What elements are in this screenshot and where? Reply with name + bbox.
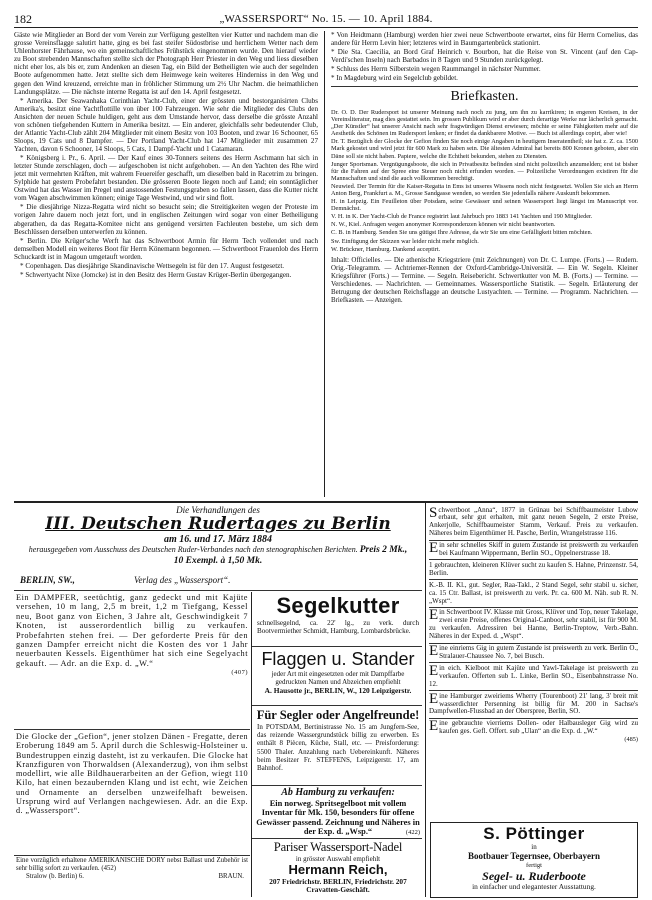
classified-ad (429, 560, 638, 580)
news-paragraph: * Copenhagen. Das diesjährige Skandinavische Wettsegeln ist für den 17. August festgesetzt. (20, 261, 285, 270)
ad-segelkutter-title: Segelkutter (276, 593, 400, 618)
header-rule (14, 27, 638, 28)
briefkasten-entry: V. H. in K. Der Yacht-Club de France registrirt laut Jahrbuch pro 1883 141 Yachten und 190 Mitglieder. (331, 213, 593, 221)
news-column-left (14, 31, 318, 497)
ad-hamburg-number: (422) (405, 829, 420, 836)
drop-cap: E (429, 607, 439, 624)
drop-cap: E (429, 691, 439, 707)
classified-ad-text: ine gebrauchte vierriems Dollen- oder Halbausleger Gig wird zu kaufen ges. Gefl. Offert. sub „Ulan“ an die Exp. d. „W.“ (439, 719, 638, 736)
ad-separator (14, 855, 250, 856)
ad-separator (14, 590, 422, 591)
news-paragraph: * Amerika. Der Seawanhaka Corinthian Yacht-Club, einer der grössten und bestorganisirten Clubs Amerika's, besitzt eine Yachtflottille von über 100 Fahrzeugen. Wie sehr die Mitglieder des Clubs den Ansichten der neuen Schule huldigen, geht aus dem Umstande hervor, dass derselbe die grösste Anzahl von schönen tiefgehenden Kuttern in Amerika besitzt. — Ein anderer, gleichfalls sehr bedeutender Club, der Atlantic Yacht-Club zählt 204 Mitglieder mit einem Besitz von 103 Booten, und zwar 16 Schooner, 65 Sloops, 19 Cats und 8 Dampfer. — Der Portland Yacht-Club hat 147 Mitglieder mit zusammen 27 Yachten, davon 6 Schooner, 14 Sloops, 5 Cats, 1 Dampf-Yacht und 1 Catamaran. (14, 96, 318, 154)
ad-nadel-footer: Cravatten-Geschäft. (306, 885, 370, 894)
ad-dory (16, 857, 248, 897)
drop-cap: E (429, 643, 439, 660)
table-of-contents: Inhalt: Officielles. — Die athenische Kriegstriere (mit Zeichnungen) von Dr. C. Lumpe. (Forts.) — Rudern. Orig.-Telegramm. — Achtriemer-Rennen der Oxford-Cambridge-Universität. — Ein W. Segeln. Kleiner Kriegsführer (Forts.) — Termine. — Segeln. Reisebericht. Schwertkutter von M. B. (Forts.) — Termine. — Verschiedenes. — Nachrichten. — Gemeinnames. Wassersportliche Statistik. — Segeln. Erläuterung der Betrugung der deutschen Reichsflagge an deutsche Lustyachten. — Termine. — Programm. Nachrichten. — Briefkasten. — Anzeigen. (331, 256, 638, 304)
ad-rudertag-title: III. Deutschen Rudertages zu Berlin (45, 514, 391, 534)
ad-segelkutter (254, 593, 422, 645)
ad-rudertag-date: am 16. und 17. März 1884 (163, 534, 273, 545)
ad-dory-name: BRAUN. (218, 872, 244, 880)
classified-ad-text: 1 gebrauchten, kleineren Klüver sucht zu kaufen S. Hahne, Prinzenstr. 54, Berlin. (429, 560, 638, 577)
news-paragraph: * Berlin. Die Krüger'sche Werft hat das Schwertboot Armin für Herrn Tech vollendet und nach demselben Modell ein weiteres Boot für Herrn Könemann begonnen. — Schwertboot Frauenlob des Herrn Schuckardt ist in Magoun umgetauft worden. (14, 236, 318, 261)
ad-poettinger-title: S. Pöttinger (483, 824, 585, 843)
ad-dory-body: Eine vorzüglich erhaltene AMERIKANISCHE DORY nebst Ballast und Zubehör ist sehr billig sofort zu verkaufen. (16, 857, 248, 872)
ad-glocke-gefion (16, 732, 248, 853)
ad-poettinger-fertigt: fertigt (526, 862, 542, 869)
ad-rudertag-verlag: Verlag des „Wassersport“. (134, 575, 231, 585)
ad-poettinger-in: in (531, 843, 537, 851)
ads-classified-right (429, 505, 638, 823)
classified-ad-text: ine einriems Gig in gutem Zustande ist preiswerth zu verk. Berlin O., Stralauer-Chaussee No. 7, bei Busch. (439, 644, 638, 660)
briefkasten-entry: W. Brückner, Hamburg. Dankend acceptirt. (331, 245, 441, 253)
news-paragraph: Gäste wie Mitglieder an Bord der vom Verein zur Verfügung gestellten vier Kutter und nachdem man die grosse Vereinsflagge salutirt hatte, ging es bei fast steifer Südostbrise und herrlichem Wetter nach dem Uhlenhorster Fährhause, wo ein gemeinschaftliches Frühstück eingenommen wurde. Den hierauf wieder zu Boot strebenden Mannschaften stellte sich der Photograph Herr Priester in den Weg und liess dieselben nicht eher los, als bis er, zum Andenken an diesen Tag, ein Bild der Betheiligten wie auch der segelnden Boote aufgenommen hatte. Jetzt stellte sich dem Heimwege kein weiteres Hinderniss in den Weg und gegen den Wind kreuzend, erreichte man in fröhlicher Stimmung um 2½ Uhr Nachm. die heimathlichen Landungsplätze. — Die nächste interne Regatta ist auf den 14. April festgesetzt. (14, 31, 318, 96)
ad-glocke-text: Die Glocke der „Gefion“, jener stolzen Dänen - Fregatte, deren Eroberung 1849 am 5. April durch die Schleswig-Holsteiner u. Bundestruppen einzig dasteht, ist zu verkaufen. Die Glocke hat Kranzfiguren von Thorwaldsen (Alexanderzug), von ihm selbst modellirt, wie alle Bildhauerarbeiten an der Gefion, wiegt 110 Kilo, hat einen bezaubernden Klang und ist echt, wie Zeichen und Ornamente an derselben unzweifelhaft beweisen. Ursprung wird auf Verlangen nachgewiesen. Adr. an die Exp. d. „Wassersport“. (16, 732, 248, 816)
classified-ad (429, 663, 638, 691)
ad-rudertag-sub-text: herausgegeben vom Ausschuss des Deutschen Ruder-Verbandes nach den stenographischen Berichten. (28, 545, 358, 554)
briefkasten-entry: Junger Sportsman. Vergnügungsboote, die sich in Privatbesitz befinden sind nicht polizeilich anzumelden; erst ist bisher für die Fahren auf der Spree eine Steuer noch nicht erfunden worden. — Polizeiliche Verordnungen existiren für die Mannschaften und sind die auch vollkommen berechtigt. (331, 160, 638, 182)
page-header (14, 12, 638, 28)
ad-hamburg-text: Ein norweg. Spritsegelboot mit vollem Inventar für Mk. 150, besonders für offene Gewässer passend. Zeichnung und Näheres in der Exp. d. „Wsp.“ (256, 799, 420, 837)
note-paragraph: * Schluss des Herrn Silberstein wegen Raummangel in nächster Nummer. (331, 64, 541, 73)
ad-rudertag (14, 505, 422, 575)
classified-ad-text: in Schwertboot IV. Klasse mit Gross, Klüver und Top, neuer Takelage, zwei erste Preise, offenes Original-Canboot, sehr stabil, ist für 900 M. zu verkaufen. Adressiren bei Hanne, Berlin-Treptow, Verb.-Bahn. Näheres in der Exped. d. „Wspt“. (429, 608, 638, 641)
briefkasten-list (331, 109, 638, 253)
classified-ad (429, 608, 638, 644)
ad-dory-footer (16, 873, 248, 882)
ad-flaggen-firm: A. Hausotte jr., BERLIN, W., 120 Leipzigerstr. (264, 686, 412, 695)
ad-nadel (254, 840, 422, 897)
news-column-right (331, 31, 638, 497)
note-paragraph: * Von Heidtmann (Hamburg) werden hier zwei neue Schwertboote erwartet, eins für Herrn Cornelius, das andere für Herrn Levin hier; letzteres wird in Baumgartenbrück stationirt. (331, 31, 638, 48)
classified-ad (429, 580, 638, 608)
ad-angler-title: Für Segler oder Angelfreunde! (256, 708, 420, 722)
ad-flaggen-title: Flaggen u. Stander (261, 649, 415, 669)
ad-rudertag-price: Preis 2 Mk., 10 Exempl. à 1,50 Mk. (173, 545, 408, 566)
running-title: „WASSERSPORT“ No. 15. — 10. April 1884. (219, 13, 433, 25)
ad-hamburg-title: Ab Hamburg zu verkaufen: (281, 787, 395, 798)
classified-ad (429, 719, 638, 746)
ad-separator (252, 785, 422, 786)
ads-divider (14, 501, 638, 503)
ad-angler-text: In POTSDAM, Bertinistrasse No. 15 am Jungfern-See, das reizende Wassergrundstück billig zu erwerben. Es enthält 8 Piècen, Küche, Stall, etc. — Preisforderung: 5500 Thaler. Anzahlung nach Uebereinkunft. Näheres beim Besitzer Fr. STEFFENS, Leipzigerstr. 17, am Bahnhof. (257, 723, 419, 773)
ad-separator (252, 646, 422, 647)
ad-segelkutter-text: schnellsegelnd, ca. 22' lg., zu verk. durch Bootvermiether Schmidt, Hamburg, Lombardsbrücke. (257, 619, 419, 636)
note-paragraph: * Die Sta. Caecilia, an Bord Graf Heinrich v. Bourbon, hat die Reise von St. Vincent (auf den Cap-Verdi'schen Inseln) nach Barbados in 8 Tagen und 9 Stunden zurückgelegt. (331, 47, 638, 65)
ad-nadel-firm: Hermann Reich, (288, 862, 388, 877)
ad-dampfer-number: (407) (231, 669, 248, 677)
classified-ad (429, 541, 638, 561)
news-paragraph: * Schwertyacht Nixe (Jomcke) ist in den Besitz des Herrn Gustav Krüger-Berlin übergegangen. (20, 270, 292, 279)
page-number: 182 (14, 12, 32, 26)
ad-poettinger-footer: in einfacher und elegantester Ausstattung. (472, 882, 596, 891)
ad-separator (252, 705, 422, 706)
drop-cap: E (429, 718, 439, 735)
briefkasten-rule (331, 86, 638, 87)
ad-number: (485) (624, 736, 638, 744)
briefkasten-entry: H. in Leipzig. Ein Feuilleton über Potsdam, seine Gewässer und seinen Wassersport liegt längst im Manuscript vor. Demnächst. (331, 198, 638, 213)
ad-flaggen-text: jeder Art mit eingesetzten oder mit Dampffarbe gedruckten Namen und Abzeichen empfiehlt (271, 670, 405, 686)
drop-cap: E (429, 663, 439, 679)
ad-nadel-title: Pariser Wassersport-Nadel (273, 840, 403, 854)
ad-dory-address: Stralow (b. Berlin) 6. (26, 872, 84, 880)
classified-ad-text: in eich. Kielboot mit Kajüte und Yawl-Takelage ist preiswerth zu verkaufen. Offerten sub L. Linke, Berlin SO., Eisenbahnstrasse No. 12. (429, 663, 638, 688)
ad-hamburg-boot (254, 787, 422, 837)
classified-ad (429, 644, 638, 664)
ad-nadel-address: 207 Friedrichstr. BERLIN, Friedrichstr. 207 (269, 877, 407, 886)
ad-poettinger (430, 822, 638, 898)
ad-separator (14, 729, 250, 730)
ad-poettinger-boats: Segel- u. Ruderboote (482, 869, 586, 883)
classified-ad-text: K.-B. II. Kl., gut. Segler, Raa-Takl., 2 Stand Segel, sehr stabil u. sicher, ca. 15 Ctr. Ballast, ist preiswerth zu verk. Pr. ca. 600 M. Näh. sub R. N. „Wspt“. (429, 580, 638, 605)
classified-ad (429, 691, 638, 719)
ad-poettinger-place: Bootbauer Tegernsee, Oberbayern (467, 851, 601, 861)
news-paragraph: * Die diesjährige Nizza-Regatta wird nicht so besucht sein; die Streitigkeiten wegen der Proteste im vorigen Jahre dauern noch jetzt fort, und in englischen Zeitungen wird sogar von einer Betheiligung abgerathen, da das Regatta-Komitee nicht ans genügend versirten Fachleuten bestehe, um sich dem Beschlüssen derselben unterwerfen zu können. (14, 203, 318, 236)
ad-dampfer (16, 593, 248, 727)
news-paragraph: * Königsberg i. Pr., 6. April. — Der Kauf eines 30-Tonners seitens des Herrn Aschmann hat sich in letzter Stunde zerschlagen, doch — aufgeschoben ist nicht aufgehoben. — An den Yachten des Rhe wird jetzt mit vermehrten Kräften, mit wahrem Feuereifer geschafft, um dieselben bald in Racetrim zu bringen. Sylphide hat gestern Probefahrt bestanden. Die grösseren Boote liegen noch auf Land; ein sonntäglicher Ostwind hat das Wasser im Pregel und anstossenden Festungsgraben so fallen lassen, dass die Kutter nicht vom Wagen abschwimmen können; einige Tage Westwind, und wir sind flott. (14, 154, 318, 203)
ad-rudertag-city: BERLIN, SW., (20, 575, 75, 585)
ad-separator (252, 838, 422, 839)
classified-ad-text: in sehr schnelles Skiff in gutem Zustande ist preiswerth zu verkaufen bei Kaufmann Wippermann, Berlin SO., Oppelnerstrasse 18. (439, 541, 638, 558)
ad-dory-text (16, 857, 248, 873)
column-divider (324, 31, 325, 497)
briefkasten-entry: N. W., Kiel. Anfragen wegen anonymer Korrespondenzen können wir nicht beantworten. (331, 221, 556, 229)
ad-dory-number: (452) (101, 864, 117, 872)
ad-nadel-sub: in grösster Auswahl empfiehlt (295, 855, 381, 863)
ad-rudertag-sub (14, 545, 422, 566)
ads-column-divider (251, 592, 252, 897)
ads-column-divider-right (425, 503, 426, 897)
briefkasten-entry: C. B. in Hamburg. Senden Sie uns gütigst Ihre Adresse, da wir Sie um eine Gefälligkeit bitten möchten. (331, 229, 593, 237)
ad-dampfer-text: Ein DAMPFER, seetüchtig, ganz gedeckt und mit Kajüte versehen, 10 m lang, 2,5 m breit, 1,2 m Tiefgang, Kessel neu, Boot ganz von Eichen, 3 Jahre alt, Geschwindigkeit 7 Knoten, ist ausserordentlich billig zu verkaufen. Probefahrten stehen frei. — Der geforderte Preis für den ganzen Dampfer erreicht nicht die Kosten des vor 1 Jahr neuerbauten Kessels. Eigenthümer hat sich eine Segelyacht gekauft. — Adr. an die Exp. d. „W.“ (16, 593, 248, 668)
ad-rudertag-top: Die Verhandlungen des (176, 505, 260, 515)
classified-ad-text: chwertboot „Anna“, 1877 in Grünau bei Schiffbaumeister Lubow erbaut, sehr gut erhalten, mit ganz neuen Segeln, 2 erste Preise, Ankerjolle, Schiffbaumeister Stamm, Verkauf. Preis zu verkaufen. Näheres beim Eigenthümer H. Pasche, Berlin, Wrangelstrasse 116. (429, 505, 638, 538)
briefkasten-title: Briefkasten. (450, 88, 519, 104)
classified-ad (429, 505, 638, 541)
ad-rudertag-footer (14, 575, 422, 589)
ad-angler (254, 707, 422, 783)
drop-cap: S (429, 505, 438, 521)
briefkasten-entry: Neuwied. Der Termin für die Kaiser-Regatta in Ems ist unseres Wissens noch nicht festgesetzt. Wollen Sie sich an Herrn Anton Berg, Frankfurt a. M., Grosse Sandgasse wenden, so werden Sie jedenfalls nähere Auskunft bekommen. (331, 182, 638, 197)
classified-ad-text: ine Hamburger zweiriems Wherry (Tourenboot) 21' lang, 3' breit mit wasserdichter Persenning ist billig für M. 200 in Sachse's Dampfwellen-Flussbad an der Oberspree, Berlin, SO. (429, 691, 638, 716)
drop-cap: E (429, 540, 439, 557)
briefkasten-entry: Dr. O. D. Der Rudersport ist unserer Meinung nach noch zu jung, um ihn zu karrikiren; in engeren Kreisen, in der Vereinsliteratur, mag dies gestattet sein. Im grossen Publikum wird er aber durch derartige Werke nur lächerlich gemacht. „Der Künstler“ hat unserer Ansicht nach sehr fragwürdigen Dienst erwiesen; möchte er seine Fähigkeiten mehr auf die Aesthetik des Schönen im Rudersport lenken; er findet da dankbarere Motive. — Buch ist allerdings copirt, aber wie! (331, 108, 638, 138)
note-paragraph: * In Magdeburg wird ein Segelclub gebildet. (331, 73, 458, 82)
ad-flaggen (254, 648, 422, 704)
briefkasten-entry: Dr. T. Bezüglich der Glocke der Gefion finden Sie noch einige Angaben in heutigem Inseratentheil; sie hat z. Z. ca. 1500 Mark gekostet und wird jetzt für 600 Mark zu haben sein. Die ältesten Admiral hat bereits 800 Kronen geboten, aber ein Däne soll sie nicht haben. Papiere, welche die Echtheit bekunden, stehen zu Diensten. (331, 138, 638, 160)
briefkasten-entry: Sw. Einfügung der Skizzen war leider nicht mehr möglich. (331, 237, 479, 245)
